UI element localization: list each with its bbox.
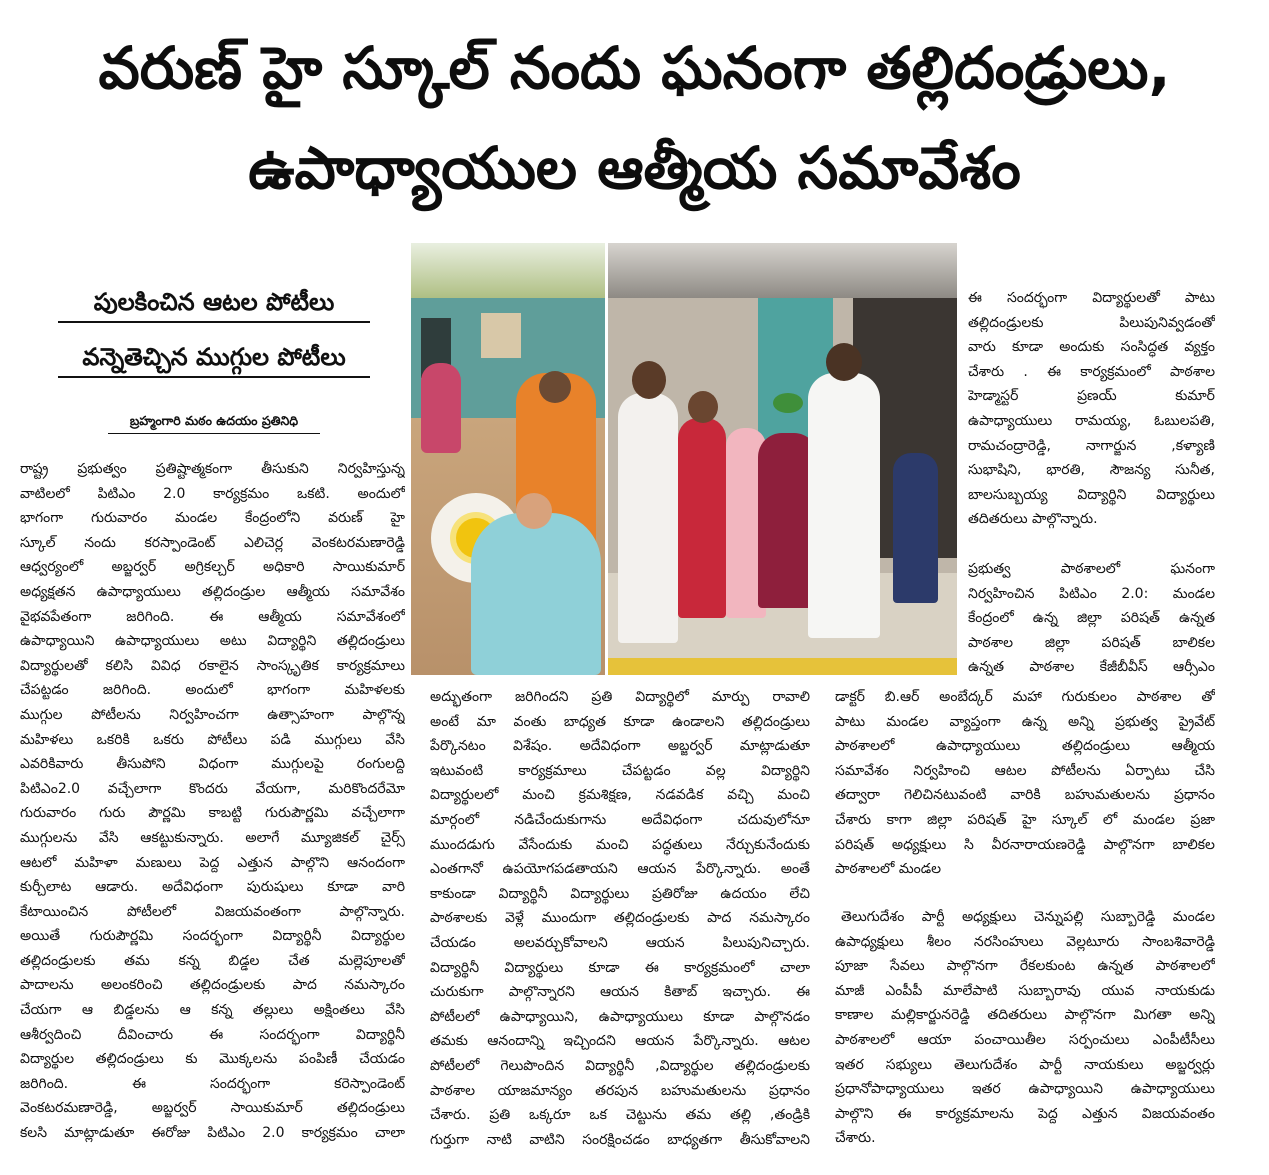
text-line: పాఠశాలకు వెళ్లే ముందుగా తల్లిదండ్రులకు పాద నమస్కారం	[430, 910, 810, 927]
text-line: గుర్తుగా నాటి వాటిని సంరక్షించడం బాధ్యతగా తీసుకోవాలని	[430, 1131, 810, 1148]
text-line: అద్భుతంగా జరిగిందని ప్రతి విద్యార్థిలో మార్పు రావాలి	[430, 689, 810, 705]
photo-plant-distribution	[608, 243, 957, 675]
byline: బ్రహ్మంగారి మఠం ఉదయం ప్రతినిధి	[108, 410, 320, 434]
text-line: చేశారు.	[835, 1130, 876, 1147]
headline-line-1: వరుణ్ హై స్కూల్ నందు ఘనంగా తల్లిదండ్రులు,	[98, 34, 1171, 102]
text-line: కలసి మాట్లాడుతూ ఈరోజు పిటిఎం 2.0 కార్యక్రమం చాలా	[20, 1125, 405, 1142]
text-line: చేయడం అలవర్చుకోవాలని ఆయన పిలుపునిచ్చారు.	[430, 934, 810, 951]
text-line: ఆశీర్వదించి దీవించారు ఈ సందర్భంగా విద్యార్థినీ	[20, 1026, 405, 1043]
text-line: కాకుండా విద్యార్థినీ విద్యార్థులు ప్రతిరోజు ఉదయం లేచి	[430, 885, 810, 902]
text-line: తమకు ఆనందాన్ని ఇచ్చిందని ఆయన పేర్కొన్నారు. ఆటల	[430, 1033, 810, 1050]
text-line: ఆధ్వర్యంలో అబ్జర్వర్ అగ్రికల్చర్ అధికారి సాయికుమార్	[20, 559, 405, 576]
text-line: వైభవపేతంగా జరిగింది. ఈ ఆత్మీయ సమావేశంలో	[20, 608, 405, 625]
text-line: ఉపాధ్యక్షులు శీలం నరసింహులు వెల్లటూరు సాంబశివారెడ్డి	[835, 933, 1215, 950]
text-line: తల్లిదండ్రులకు తమ కన్న బిడ్డల చేత మల్లెపూలతో	[20, 952, 405, 969]
column-3-paragraph-2-top	[968, 557, 1215, 683]
text-line: రామచంద్రారెడ్డి, నాగార్జున ,కళ్యాణి	[968, 437, 1215, 454]
text-line: విద్యార్థులలో మంచి క్రమశిక్షణ, నడవడిక వచ్చి మంచి	[430, 787, 810, 804]
text-line: ఉన్నత పాఠశాల కేజీబీవీస్ ఆర్సీఎం	[968, 659, 1215, 676]
text-line: పోటీలలో గెలుపొందిన విద్యార్థినీ ,విద్యార్థుల తల్లిదండ్రులకు	[430, 1057, 810, 1074]
photo-woman-blue-saree	[471, 513, 601, 675]
photo-head	[539, 371, 571, 403]
text-line: పూజా సేవలు పాల్గొనగా రేకలకుంట ఉన్నత పాఠశాలలో	[835, 958, 1215, 975]
text-line: ఇటువంటి కార్యక్రమాలు చేపట్టడం వల్ల విద్యార్థిని	[430, 762, 810, 779]
text-line: ఆటలో మహిళా మణులు పెద్ద ఎత్తున పాల్గొని ఆనందంగా	[20, 854, 405, 871]
text-line: ఈ సందర్భంగా విద్యార్థులతో పాటు	[968, 290, 1215, 306]
text-line: బాలసుబ్బయ్య విద్యార్థిని విద్యార్థులు	[968, 486, 1215, 503]
text-line: మాజీ ఎంపీపీ మాలేపాటి సుబ్బారావు యువ నాయకుడు	[835, 982, 1215, 999]
column-2-paragraph-1	[430, 685, 810, 1155]
photo-ceiling	[608, 243, 957, 298]
text-line: రాష్ట్ర ప్రభుత్వం ప్రతిష్టాత్మకంగా తీసుకుని నిర్వహిస్తున్న	[20, 461, 405, 477]
text-line: ఇతర సభ్యులు తెలుగుదేశం పార్టీ నాయకులు అబ్జర్వర్లు	[835, 1056, 1215, 1073]
text-line: చేశారు. ప్రతి ఒక్కరూ ఒక చెట్టును తమ తల్లి ,తండ్రికి	[430, 1107, 810, 1124]
column-3-paragraph-1	[968, 286, 1215, 536]
text-line: తల్లిదండ్రులకు పిలుపునివ్వడంతో	[968, 314, 1215, 331]
text-line: చేపట్టడం జరిగింది. అందులో భాగంగా మహిళలకు	[20, 682, 405, 699]
text-line: డాక్టర్ బి.ఆర్ అంబేద్కర్ మహా గురుకులం పాఠశాల తో	[835, 689, 1215, 705]
text-line: భాగంగా గురువారం మండల కేంద్రంలోని వరుణ్ హై	[20, 510, 405, 527]
text-line: విద్యార్థినీ విద్యార్థులు కూడా ఈ కార్యక్రమంలో చాలా	[430, 959, 810, 976]
text-line: మహిళలు ఒకరికి ఒకరు పోటీలు పడి ముగ్గులు వేసి	[20, 731, 405, 748]
text-line: వాటిలలో పిటిఎం 2.0 కార్యక్రమం ఒకటి. అందులో	[20, 485, 405, 502]
text-line: ఉపాధ్యాయిని ఉపాధ్యాయులు అటు విద్యార్థిని తల్లిదండ్రులు	[20, 633, 405, 650]
text-line: చేయగా ఆ బిడ్డలను ఆ కన్న తల్లులు అక్షింతలు వేసి	[20, 1002, 405, 1019]
photo-man-white-shirt	[808, 373, 880, 638]
text-line: సమావేశం నిర్వహించి ఆటల పోటీలను ఏర్పాటు చేసి	[835, 762, 1215, 779]
headline-line-2: ఉపాధ్యాయుల ఆత్మీయ సమావేశం	[248, 134, 1021, 202]
text-line: అయితే గురుపౌర్ణమి సందర్భంగా విద్యార్థినీ విద్యార్థుల	[20, 928, 405, 945]
text-line: తెలుగుదేశం పార్టీ అధ్యక్షులు చెన్నుపల్లి సుబ్బారెడ్డి మండల	[841, 909, 1215, 925]
text-line: పాఠశాల జిల్లా పరిషత్ బాలికల	[968, 634, 1215, 651]
text-line: అధ్యక్షతన ఉపాధ్యాయులు తల్లిదండ్రుల ఆత్మీయ సమావేశం	[20, 583, 405, 600]
text-line: విద్యార్థులతో కలిసి వివిధ రకాలైన సాంస్కృతిక కార్యక్రమాలు	[20, 657, 405, 674]
text-line: వెంకటరమణారెడ్డి, అబ్జర్వర్ సాయికుమార్ తల్లిదండ్రులు	[20, 1100, 405, 1117]
subheadline-line-1: పులకించిన ఆటల పోటీలు	[58, 283, 370, 323]
text-line: పరిషత్ అధ్యక్షులు సి వీరనారాయణరెడ్డి పాల్గొనగా బాలికల	[835, 836, 1215, 853]
text-line: తదితరులు పాల్గొన్నారు.	[968, 511, 1098, 528]
photo-flower-petals	[608, 658, 957, 675]
column-3-paragraph-2-bottom	[835, 685, 1215, 885]
text-line: పాఠశాలలో ఉపాధ్యాయులు తల్లిదండ్రులు ఆత్మీయ	[835, 738, 1215, 755]
text-line: వారు కూడా అందుకు సంసిద్ధత వ్యక్తం	[968, 339, 1215, 356]
photo-rangoli-competition	[411, 243, 605, 675]
text-line: మార్గంలో నడిచేందుకుగాను అదేవిధంగా చదువులోనూ	[430, 811, 810, 828]
text-line: పేర్కొనటం విశేషం. అదేవిధంగా అబ్జర్వర్ మాట్లాడుతూ	[430, 738, 810, 755]
photo-plant	[773, 393, 803, 413]
column-1-paragraph-1	[20, 457, 405, 1157]
photo-person	[421, 363, 461, 453]
photo-head	[516, 493, 552, 529]
text-line: స్కూల్ నందు కరస్పాండెంట్ ఎలిచెర్ల వెంకటరమణారెడ్డి	[20, 534, 405, 551]
photo-boy-red-shirt	[678, 418, 726, 618]
text-line: చేశారు కాగా జిల్లా పరిషత్ హై స్కూల్ లో మండల ప్రజా	[835, 811, 1215, 828]
text-line: పాటు మండల వ్యాప్తంగా ఉన్న అన్ని ప్రభుత్వ ప్రైవేట్	[835, 713, 1215, 730]
text-line: కేంద్రంలో ఉన్న జిల్లా పరిషత్ ఉన్నత	[968, 610, 1215, 627]
text-line: నిర్వహించిన పిటిఎం 2.0: మండల	[968, 585, 1215, 602]
text-line: కాణాల మల్లికార్జునరెడ్డి తదితరులు పాల్గొనగా మిగతా అన్ని	[835, 1007, 1215, 1024]
photo-child	[893, 453, 938, 603]
text-line: జరిగింది. ఈ సందర్భంగా కరెస్పాండెంట్	[20, 1075, 405, 1092]
text-line: కుర్చీలాట ఆడారు. అదేవిధంగా పురుషులు కూడా వారి	[20, 879, 405, 896]
text-line: ముగ్గుల పోటీలను నిర్వహించగా ఉత్సాహంగా పాల్గొన్న	[20, 706, 405, 723]
text-line: పాల్గొని ఈ కార్యక్రమాలను పెద్ద ఎత్తున విజయవంతం	[835, 1105, 1215, 1122]
text-line: పోటీలలో ఉపాధ్యాయిని, ఉపాధ్యాయులు కూడా పాల్గొనడం	[430, 1008, 810, 1025]
text-line: అంటే మా వంతు బాధ్యత కూడా ఉండాలని తల్లిదండ్రులు	[430, 713, 810, 730]
photo-wall-poster	[481, 313, 521, 358]
text-line: హెడ్మాస్టర్ ప్రణయ్ కుమార్	[968, 388, 1215, 405]
text-line: ఎవరికివారు తీసుపోని విధంగా ముగ్గులపై రంగులద్ది	[20, 756, 405, 773]
text-line: ముగ్గులను వేసి ఆకట్టుకున్నారు. అలాగే మ్యూజికల్ చైర్స్	[20, 829, 405, 846]
photo-head	[826, 343, 862, 381]
text-line: ఎంతగానో ఉపయోగపడతాయని ఆయన పేర్కొన్నారు. అంతే	[430, 861, 810, 878]
text-line: చేశారు . ఈ కార్యక్రమంలో పాఠశాల	[968, 363, 1215, 380]
text-line: గురువారం గురు పౌర్ణమి కాబట్టి గురుపౌర్ణమి వచ్చేలాగా	[20, 805, 405, 822]
text-line: ప్రభుత్వ పాఠశాలలో ఘనంగా	[968, 561, 1215, 577]
photo-head	[632, 361, 666, 399]
text-line: పిటిఎం2.0 వచ్చేలాగా కొందరు వేయగా, మరికొందరేమో	[20, 780, 405, 797]
text-line: పాదాలను అలంకరించి తల్లిదండ్రులకు పాద నమస్కారం	[20, 977, 405, 994]
text-line: పాఠశాలలో మండల	[835, 861, 942, 878]
subheadline-line-2: వన్నెతెచ్చిన ముగ్గుల పోటీలు	[58, 338, 370, 378]
photo-head	[688, 391, 718, 423]
text-line: తద్వారా గెలిచినటువంటి వారికి బహుమతులను ప్రధానం	[835, 787, 1215, 804]
text-line: సుభాషిని, భారతి, సౌజన్య సునీత,	[968, 462, 1215, 479]
text-line: చురుకుగా పాల్గొన్నారని ఆయన కితాబ్ ఇచ్చారు. ఈ	[430, 984, 810, 1001]
photo-man-white-shirt	[618, 393, 678, 643]
text-line: విద్యార్థుల తల్లిదండ్రులు కు మొక్కలను పంపిణీ చేయడం	[20, 1051, 405, 1068]
text-line: కేటాయించిన పోటీలలో విజయవంతంగా పాల్గొన్నారు.	[20, 903, 405, 920]
text-line: పాఠశాల యాజమాన్యం తరపున బహుమతులను ప్రధానం	[430, 1082, 810, 1099]
column-3-paragraph-3	[835, 905, 1215, 1157]
text-line: ప్రధానోపాధ్యాయులు ఇతర ఉపాధ్యాయిని ఉపాధ్యాయులు	[835, 1081, 1215, 1098]
text-line: పాఠశాలలో ఆయా పంచాయితీల సర్పంచులు ఎంపీటీసీలు	[835, 1031, 1215, 1048]
text-line: ఉపాధ్యాయులు రామయ్య, ఓబులపతి,	[968, 412, 1215, 429]
text-line: ముందడుగు వేసేందుకు మంచి పద్ధతులు నేర్చుకునేందుకు	[430, 836, 810, 853]
